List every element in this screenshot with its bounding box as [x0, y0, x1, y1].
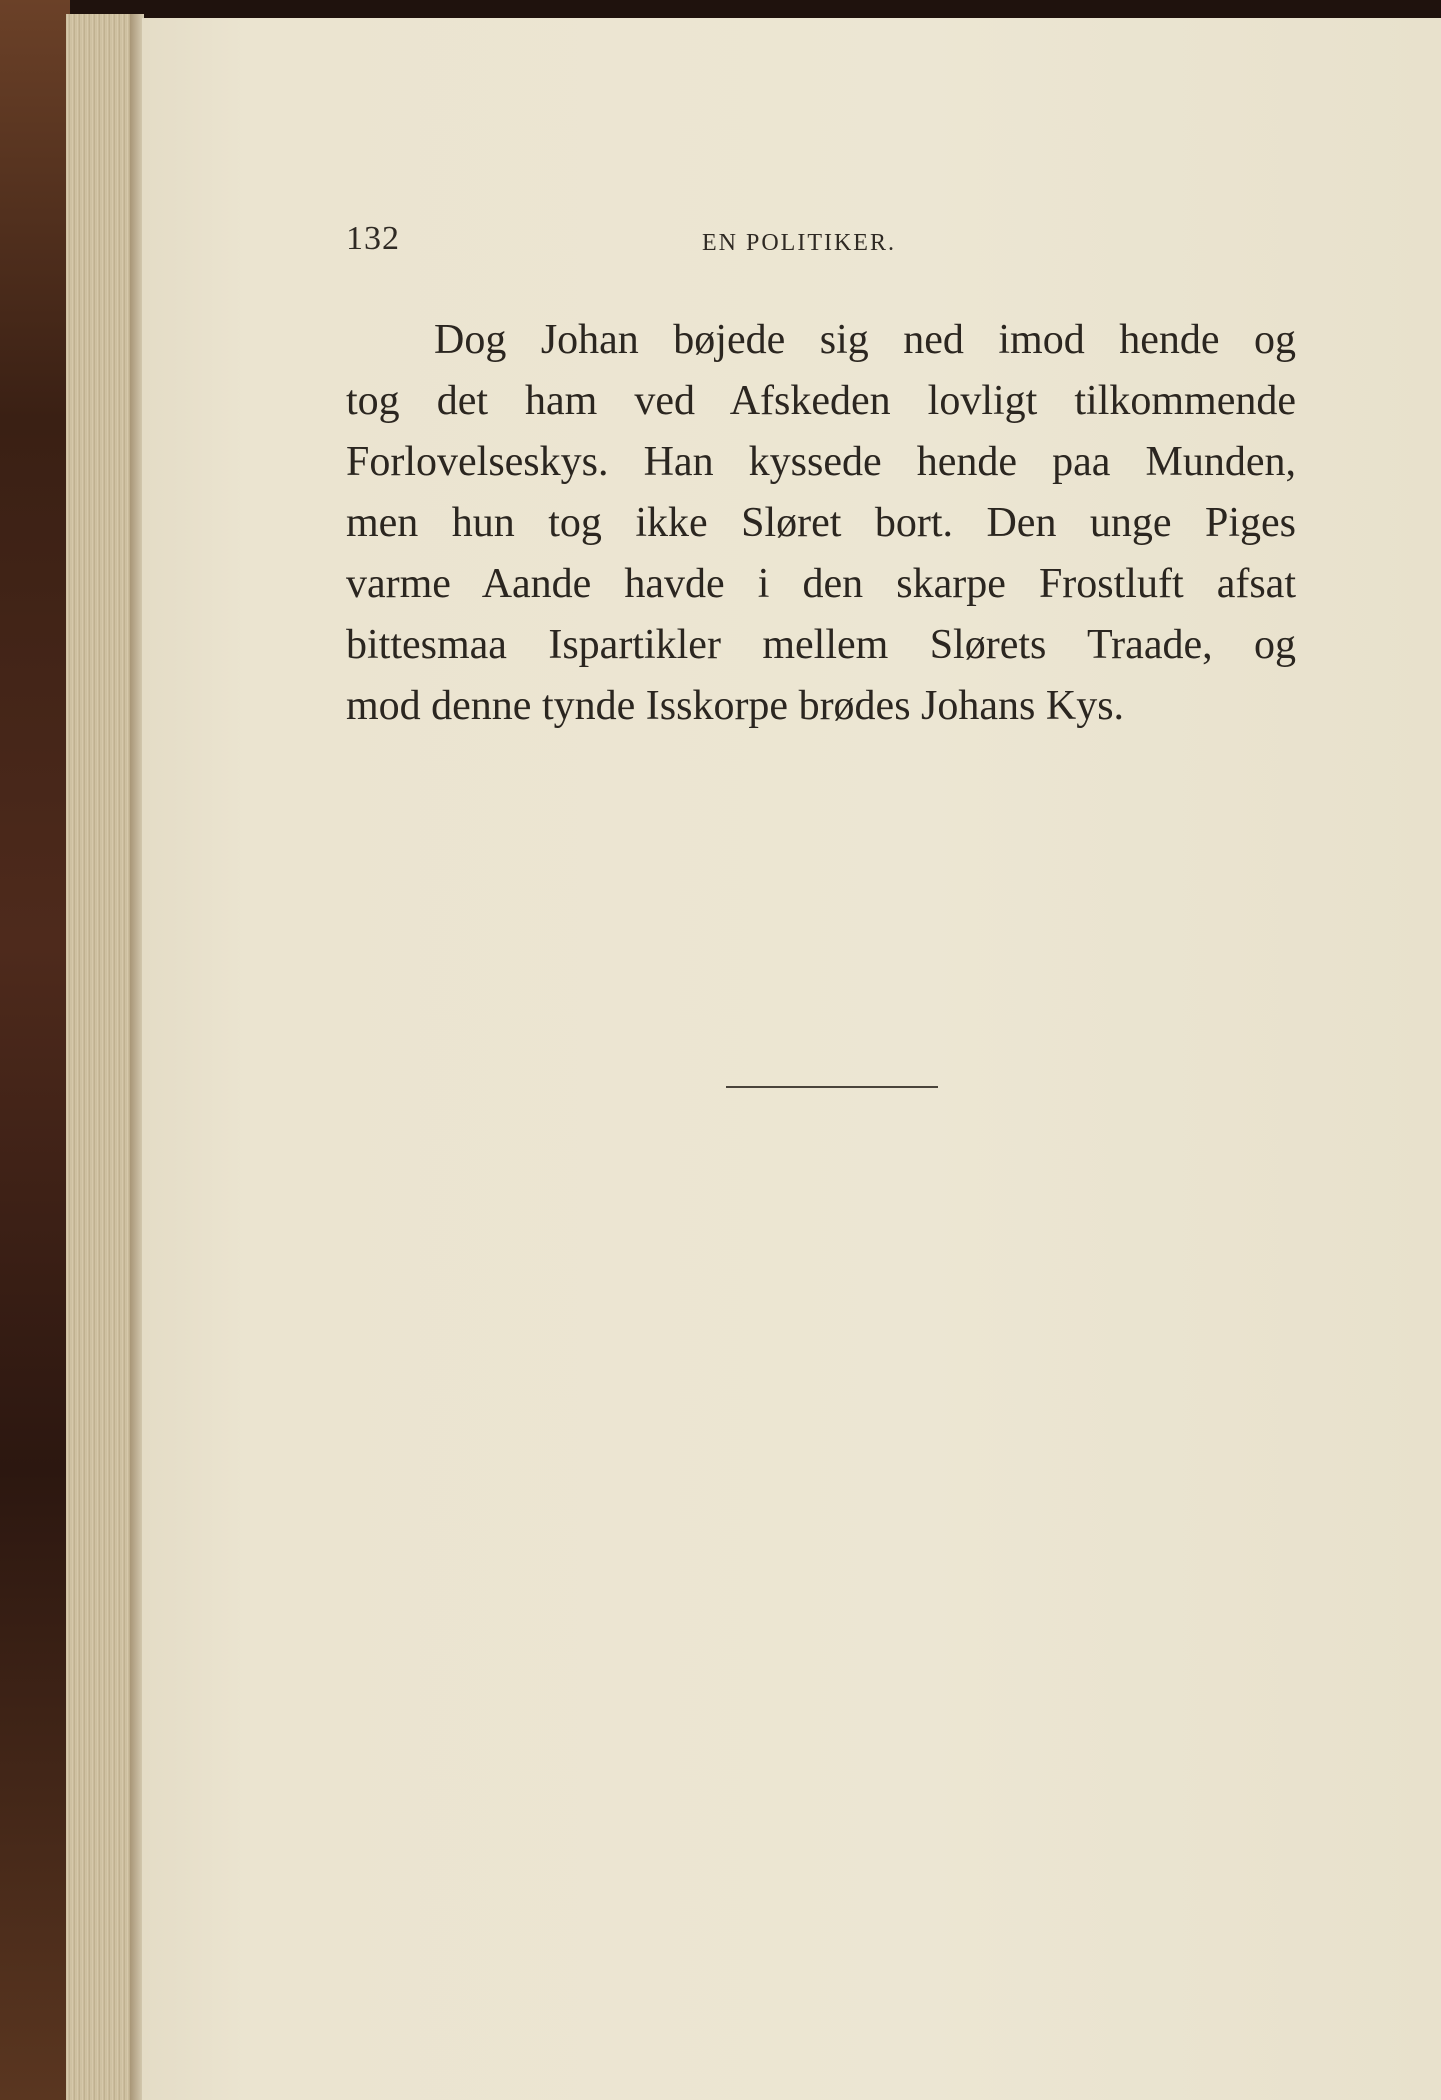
page-number: 132: [346, 220, 400, 257]
text-line: Dog Johan bøjede sig ned imod hende og: [434, 317, 1296, 363]
text-line: tog det ham ved Afskeden lovligt tilkommende: [346, 378, 1296, 424]
text-line: bittesmaa Ispartikler mellem Slørets Traade, og: [346, 622, 1296, 668]
book-cover-edge: [0, 0, 70, 2100]
text-line: men hun tog ikke Sløret bort. Den unge Piges: [346, 500, 1296, 546]
running-title: EN POLITIKER.: [702, 230, 896, 256]
body-paragraph: [346, 310, 1441, 737]
book-page: [142, 18, 1441, 2100]
text-line: varme Aande havde i den skarpe Frostluft afsat: [346, 561, 1296, 607]
text-line: Forlovelseskys. Han kyssede hende paa Munden,: [346, 439, 1296, 485]
text-line: mod denne tynde Isskorpe brødes Johans Kys.: [346, 683, 1125, 729]
section-end-rule: [726, 1086, 938, 1088]
